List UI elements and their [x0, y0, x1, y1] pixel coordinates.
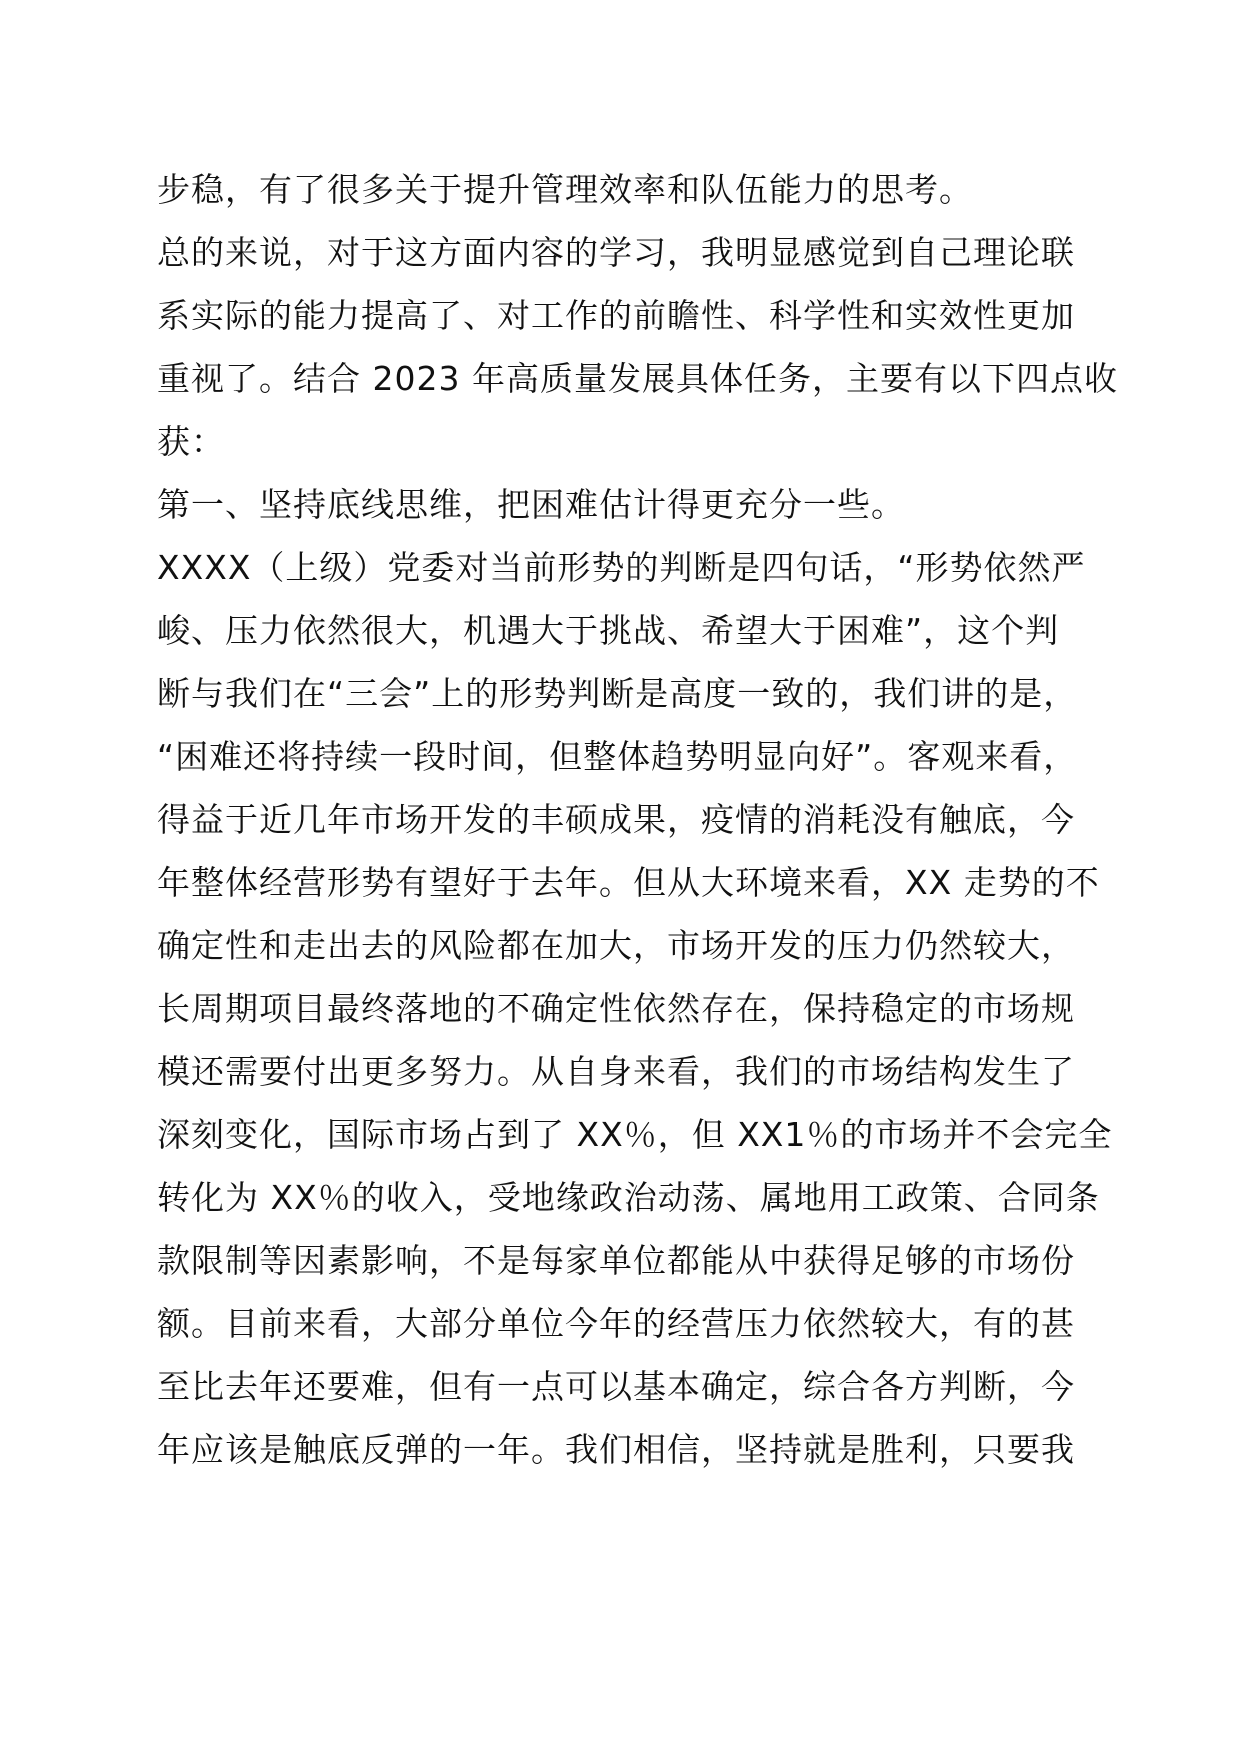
text-line: 步稳，有了很多关于提升管理效率和队伍能力的思考。 — [157, 170, 973, 209]
text-line: 峻、压力依然很大，机遇大于挑战、希望大于困难”，这个判 — [157, 611, 1060, 650]
text-line: 模还需要付出更多努力。从自身来看，我们的市场结构发生了 — [157, 1052, 1075, 1091]
text-line: 得益于近几年市场开发的丰硕成果，疫情的消耗没有触底，今 — [157, 800, 1075, 839]
text-line: 总的来说，对于这方面内容的学习，我明显感觉到自己理论联 — [157, 233, 1075, 272]
text-line: 额。目前来看，大部分单位今年的经营压力依然较大，有的甚 — [157, 1304, 1075, 1343]
text-line: 转化为 XX％的收入，受地缘政治动荡、属地用工政策、合同条 — [157, 1178, 1100, 1217]
text-line: 年整体经营形势有望好于去年。但从大环境来看，XX 走势的不 — [157, 863, 1100, 902]
text-line: 款限制等因素影响，不是每家单位都能从中获得足够的市场份 — [157, 1241, 1075, 1280]
text-line: XXXX（上级）党委对当前形势的判断是四句话，“形势依然严 — [157, 548, 1086, 587]
document-body — [157, 158, 1118, 1481]
section-heading: 第一、坚持底线思维，把困难估计得更充分一些。 — [157, 485, 905, 524]
text-line: 至比去年还要难，但有一点可以基本确定，综合各方判断，今 — [157, 1367, 1075, 1406]
text-line: 长周期项目最终落地的不确定性依然存在，保持稳定的市场规 — [157, 989, 1075, 1028]
text-line: 年应该是触底反弹的一年。我们相信，坚持就是胜利，只要我 — [157, 1430, 1075, 1469]
text-line: 重视了。结合 2023 年高质量发展具体任务，主要有以下四点收 — [157, 359, 1118, 398]
text-line: 获： — [157, 422, 225, 461]
text-line: 确定性和走出去的风险都在加大，市场开发的压力仍然较大， — [157, 926, 1075, 965]
text-line: 深刻变化，国际市场占到了 XX％，但 XX1％的市场并不会完全 — [157, 1115, 1113, 1154]
text-line: 系实际的能力提高了、对工作的前瞻性、科学性和实效性更加 — [157, 296, 1075, 335]
text-line: 断与我们在“三会”上的形势判断是高度一致的，我们讲的是， — [157, 674, 1078, 713]
text-line: “困难还将持续一段时间，但整体趋势明显向好”。客观来看， — [157, 737, 1078, 776]
